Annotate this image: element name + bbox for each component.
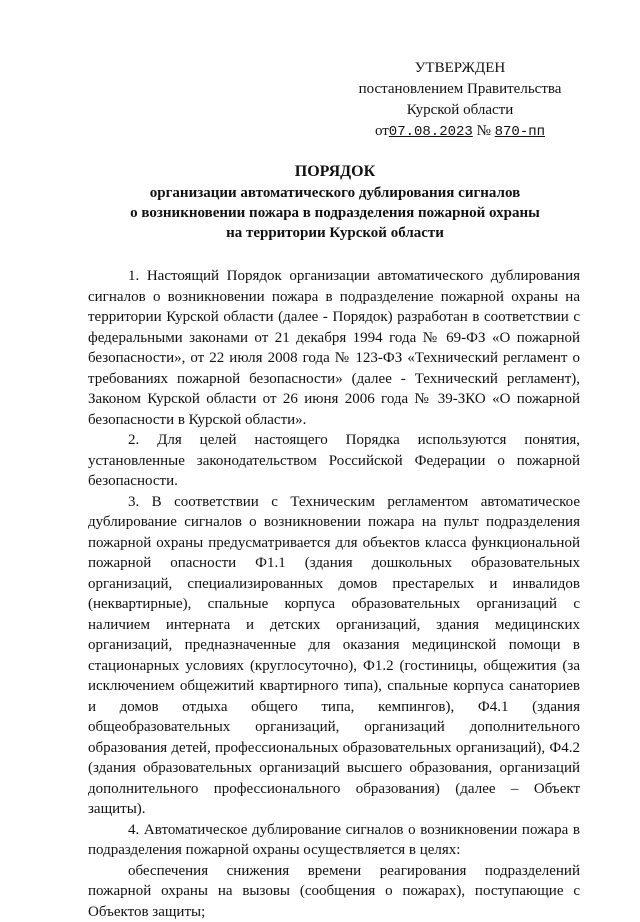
paragraph-3: 3. В соответствии с Техническим регламентом автоматическое дублирование сигналов о возникновении пожара на пульт подразделения пожарной охраны предусматривается для объектов класса функциональной пожарной опасности Ф1.1 (здания дошкольных образовательных организаций, специализированных домов престарелых и инвалидов (неквартирные), спальные корпуса образовательных организаций с наличием интерната и детских организаций, здания медицинских организаций, предназначенные для оказания медицинской помощи в стационарных условиях (круглосуточно), Ф1.2 (гостиницы, общежития (за исключением общежитий квартирного типа), спальные корпуса санаториев и домов отдыха общего типа, кемпингов), Ф4.1 (здания общеобразовательных организаций, организаций дополнительного образования детей, профессиональных образовательных организаций), Ф4.2 (здания образовательных организаций высшего образования, организаций дополнительного профессионального образования) (далее – Объект защиты). xyxy=(88,492,580,820)
paragraph-4-item-1: обеспечения снижения времени реагирования подразделений пожарной охраны на вызовы (сообщения о пожарах), поступающие с Объектов защиты; xyxy=(88,861,580,922)
title-line-3: на территории Курской области xyxy=(40,223,630,243)
paragraph-2: 2. Для целей настоящего Порядка используются понятия, установленные законодательством Российской Федерации о пожарной безопасности. xyxy=(88,430,580,492)
approval-stamp xyxy=(340,58,580,143)
number-sign: № xyxy=(477,123,491,139)
approval-date-line xyxy=(340,121,580,143)
title-main: ПОРЯДОК xyxy=(40,162,630,182)
title-line-2: о возникновении пожара в подразделения пожарной охраны xyxy=(40,203,630,223)
approval-line-2: Курской области xyxy=(340,100,580,121)
paragraph-1: 1. Настоящий Порядок организации автоматического дублирования сигналов о возникновении пожара в подразделение пожарной охраны на территории Курской области (далее - Порядок) разработан в соответствии с федеральными законами от 21 декабря 1994 года № 69-ФЗ «О пожарной безопасности», от 22 июля 2008 года № 123-ФЗ «Технический регламент о требованиях пожарной безопасности» (далее - Технический регламент), Законом Курской области от 26 июня 2006 года № 39-ЗКО «О пожарной безопасности в Курской области». xyxy=(88,266,580,430)
number-value: 870-пп xyxy=(495,124,545,140)
paragraph-4: 4. Автоматическое дублирование сигналов о возникновении пожара в подразделения пожарной охраны осуществляется в целях: xyxy=(88,820,580,861)
date-prefix: от xyxy=(375,123,389,139)
document-title xyxy=(40,162,630,243)
document-body xyxy=(88,266,580,922)
approval-heading: УТВЕРЖДЕН xyxy=(340,58,580,79)
date-value: 07.08.2023 xyxy=(389,124,473,140)
approval-line-1: постановлением Правительства xyxy=(340,79,580,100)
title-line-1: организации автоматического дублирования сигналов xyxy=(40,183,630,203)
